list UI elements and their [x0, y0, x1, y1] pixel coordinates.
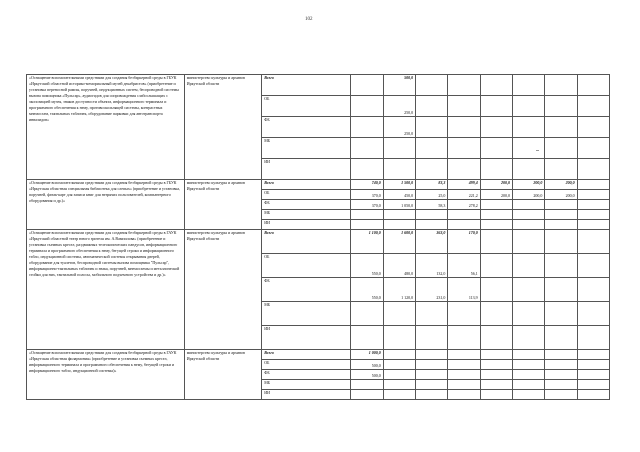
amount-cell	[416, 220, 448, 230]
measure-description: «Оснащение вспомогательными средствами для создания безбарьерной среды в ГБУК «Иркутский областной историко-мемориальный музей декабристов» (приобретение и установка переносной рампы, поручней, индукционных систем, беспроводной системы вызова помощника «Пульсар», аудиогидов для сопровождения слабослышащих с экспозицией музея, знаков доступности объекта, информационного терминала и программного обеспечения к нему, противоскользящей системы, контрастных мнемосхем, тактильных табличек, оборудование парковки для автотранспорта инвалидов»	[27, 75, 185, 180]
amount-cell	[480, 138, 512, 159]
amount-cell	[448, 220, 480, 230]
amount-cell	[351, 138, 383, 159]
amount-cell	[351, 326, 383, 350]
amount-cell	[545, 370, 577, 380]
amount-cell	[577, 278, 609, 302]
amount-cell: 231,0	[416, 278, 448, 302]
amount-cell	[513, 302, 545, 326]
amount-cell	[577, 220, 609, 230]
amount-cell: 200,0	[480, 190, 512, 200]
amount-cell	[416, 350, 448, 360]
amount-cell	[383, 370, 415, 380]
amount-cell	[513, 200, 545, 210]
amount-cell	[577, 326, 609, 350]
amount-cell	[351, 302, 383, 326]
measure-description: «Оснащение вспомогательными средствами для создания безбарьерной среды в ГБУК «Иркутская областная специальная библиотека для слепых» (приобретение и установка, поручней, фатак-карт для записи книг для незрячих пользователей, компьютерного оборудования и др.)»	[27, 180, 185, 230]
amount-cell	[480, 230, 512, 254]
scan-speck	[536, 150, 539, 151]
amount-cell: 1 500,0	[383, 180, 415, 190]
amount-cell	[577, 96, 609, 117]
amount-cell: 500,0	[383, 75, 415, 96]
funding-source: Всего	[262, 350, 351, 360]
amount-cell	[416, 117, 448, 138]
table-row	[27, 75, 610, 96]
amount-cell: 370,0	[351, 200, 383, 210]
amount-cell	[545, 254, 577, 278]
amount-cell	[351, 75, 383, 96]
amount-cell	[480, 117, 512, 138]
table-row	[27, 180, 610, 190]
amount-cell	[577, 370, 609, 380]
amount-cell	[513, 210, 545, 220]
amount-cell	[383, 380, 415, 390]
amount-cell: 200,0	[513, 180, 545, 190]
amount-cell	[448, 302, 480, 326]
amount-cell	[577, 254, 609, 278]
amount-cell	[480, 326, 512, 350]
amount-cell	[351, 380, 383, 390]
amount-cell	[351, 220, 383, 230]
amount-cell	[513, 96, 545, 117]
funding-source: ФБ	[262, 370, 351, 380]
funding-source: Всего	[262, 75, 351, 96]
amount-cell	[416, 302, 448, 326]
funding-source: МБ	[262, 302, 351, 326]
amount-cell	[416, 326, 448, 350]
amount-cell: 1 120,0	[383, 278, 415, 302]
amount-cell	[577, 350, 609, 360]
amount-cell	[383, 326, 415, 350]
amount-cell	[545, 138, 577, 159]
amount-cell	[448, 350, 480, 360]
amount-cell	[448, 326, 480, 350]
amount-cell	[577, 390, 609, 400]
amount-cell	[351, 210, 383, 220]
amount-cell	[448, 138, 480, 159]
amount-cell	[545, 326, 577, 350]
funding-source: ИИ	[262, 390, 351, 400]
amount-cell	[577, 75, 609, 96]
amount-cell	[545, 390, 577, 400]
amount-cell	[545, 380, 577, 390]
amount-cell	[545, 200, 577, 210]
amount-cell	[577, 380, 609, 390]
amount-cell: 1 000,0	[351, 350, 383, 360]
amount-cell	[545, 117, 577, 138]
amount-cell	[383, 350, 415, 360]
amount-cell: 113,9	[448, 278, 480, 302]
amount-cell	[480, 360, 512, 370]
amount-cell: 550,0	[351, 278, 383, 302]
amount-cell: 200,0	[480, 180, 512, 190]
amount-cell	[448, 390, 480, 400]
amount-cell: 200,0	[545, 180, 577, 190]
amount-cell	[416, 159, 448, 180]
amount-cell	[383, 138, 415, 159]
funding-source: ОБ	[262, 254, 351, 278]
amount-cell	[545, 220, 577, 230]
amount-cell	[383, 210, 415, 220]
amount-cell	[577, 360, 609, 370]
amount-cell	[513, 326, 545, 350]
executor-cell: министерство культуры и архивов Иркутской области	[184, 230, 262, 350]
amount-cell	[513, 230, 545, 254]
amount-cell: 250,0	[383, 96, 415, 117]
funding-source: ФБ	[262, 278, 351, 302]
amount-cell	[383, 360, 415, 370]
amount-cell: 278,2	[448, 200, 480, 210]
amount-cell	[448, 370, 480, 380]
funding-source: ФБ	[262, 117, 351, 138]
amount-cell	[577, 138, 609, 159]
amount-cell: 200,0	[545, 190, 577, 200]
amount-cell	[351, 117, 383, 138]
amount-cell	[545, 360, 577, 370]
amount-cell: 132,0	[416, 254, 448, 278]
amount-cell	[480, 210, 512, 220]
amount-cell	[545, 278, 577, 302]
amount-cell	[513, 75, 545, 96]
amount-cell	[545, 230, 577, 254]
funding-source: ОБ	[262, 360, 351, 370]
executor-cell: министерство культуры и архивов Иркутской области	[184, 180, 262, 230]
amount-cell	[577, 159, 609, 180]
amount-cell	[480, 220, 512, 230]
amount-cell: 499,4	[448, 180, 480, 190]
amount-cell	[416, 96, 448, 117]
amount-cell	[513, 380, 545, 390]
amount-cell: 500,0	[351, 370, 383, 380]
amount-cell: 56,1	[448, 254, 480, 278]
amount-cell	[480, 75, 512, 96]
amount-cell	[416, 390, 448, 400]
amount-cell	[545, 302, 577, 326]
amount-cell: 740,0	[351, 180, 383, 190]
table-row	[27, 230, 610, 254]
amount-cell	[351, 96, 383, 117]
amount-cell	[416, 75, 448, 96]
amount-cell: 170,0	[448, 230, 480, 254]
amount-cell	[513, 390, 545, 400]
amount-cell	[513, 138, 545, 159]
amount-cell	[513, 159, 545, 180]
funding-source: Всего	[262, 180, 351, 190]
amount-cell	[577, 302, 609, 326]
amount-cell: 1 100,0	[351, 230, 383, 254]
funding-source: Всего	[262, 230, 351, 254]
funding-source: МБ	[262, 380, 351, 390]
amount-cell: 370,0	[351, 190, 383, 200]
amount-cell	[383, 220, 415, 230]
amount-cell: 1 600,0	[383, 230, 415, 254]
funding-source: ОБ	[262, 96, 351, 117]
amount-cell: 480,0	[383, 254, 415, 278]
amount-cell: 25,0	[416, 190, 448, 200]
measure-description: «Оснащение вспомогательными средствами для создания безбарьерной среды в ГАУК «Иркутский областной театр юного зрителя им. А.Вампилова» (приобретение и установка съемных кресел, раздвижных телескопических пандусов, информационного терминала и программного обеспечения к нему, бегущей строки и информационного табло, индукционной системы, автоматической системы открывания дверей, оборудование для туалетов, беспроводной системы вызова помощника "Пульсар", информационно-тактильных табличек и знака, поручней, мнемосхемы и металлической стойки для них, тактильной полосы, мобильного подъемного устройства и др.)»	[27, 230, 185, 350]
amount-cell	[448, 159, 480, 180]
amount-cell	[351, 159, 383, 180]
amount-cell	[416, 370, 448, 380]
executor-cell: министерство культуры и архивов Иркутской области	[184, 350, 262, 400]
amount-cell	[480, 302, 512, 326]
amount-cell	[513, 278, 545, 302]
amount-cell	[480, 200, 512, 210]
amount-cell	[577, 180, 609, 190]
amount-cell	[383, 390, 415, 400]
funding-source: ИИ	[262, 220, 351, 230]
table-row	[27, 350, 610, 360]
amount-cell	[513, 370, 545, 380]
page-number: 102	[305, 17, 313, 22]
measure-description: «Оснащение вспомогательными средствами для создания безбарьерной среды в ГАУК «Иркутская областная филармония» (приобретение и установка съемных кресел, информационного терминала и программного обеспечения к нему, бегущей строки и информационного табло, индукционной системы)»	[27, 350, 185, 400]
amount-cell	[448, 380, 480, 390]
amount-cell	[545, 159, 577, 180]
amount-cell	[480, 96, 512, 117]
amount-cell	[383, 159, 415, 180]
amount-cell	[480, 380, 512, 390]
funding-source: МБ	[262, 210, 351, 220]
amount-cell	[448, 75, 480, 96]
amount-cell	[480, 370, 512, 380]
amount-cell	[448, 117, 480, 138]
amount-cell: 83,3	[416, 180, 448, 190]
amount-cell	[513, 350, 545, 360]
funding-source: ИИ	[262, 326, 351, 350]
amount-cell	[480, 159, 512, 180]
amount-cell: 250,0	[383, 117, 415, 138]
amount-cell	[513, 254, 545, 278]
amount-cell	[545, 350, 577, 360]
amount-cell	[545, 96, 577, 117]
amount-cell: 200,0	[513, 190, 545, 200]
funding-source: ИИ	[262, 159, 351, 180]
funding-source: ОБ	[262, 190, 351, 200]
amount-cell	[480, 254, 512, 278]
amount-cell	[448, 96, 480, 117]
program-table	[26, 74, 610, 400]
amount-cell	[416, 360, 448, 370]
amount-cell	[577, 117, 609, 138]
amount-cell	[577, 200, 609, 210]
amount-cell	[545, 75, 577, 96]
amount-cell	[513, 220, 545, 230]
amount-cell	[448, 360, 480, 370]
amount-cell: 450,0	[383, 190, 415, 200]
amount-cell	[416, 380, 448, 390]
amount-cell: 550,0	[351, 254, 383, 278]
amount-cell: 58,3	[416, 200, 448, 210]
amount-cell	[480, 278, 512, 302]
amount-cell	[577, 190, 609, 200]
amount-cell	[448, 210, 480, 220]
amount-cell	[416, 210, 448, 220]
executor-cell: министерство культуры и архивов Иркутской области	[184, 75, 262, 180]
amount-cell: 363,0	[416, 230, 448, 254]
amount-cell	[351, 390, 383, 400]
amount-cell	[513, 117, 545, 138]
amount-cell	[383, 302, 415, 326]
amount-cell	[416, 138, 448, 159]
amount-cell	[577, 210, 609, 220]
amount-cell	[480, 350, 512, 360]
amount-cell	[545, 210, 577, 220]
funding-source: ФБ	[262, 200, 351, 210]
amount-cell: 500,0	[351, 360, 383, 370]
amount-cell: 1 050,0	[383, 200, 415, 210]
amount-cell: 221,2	[448, 190, 480, 200]
amount-cell	[513, 360, 545, 370]
funding-source: МБ	[262, 138, 351, 159]
amount-cell	[577, 230, 609, 254]
amount-cell	[480, 390, 512, 400]
